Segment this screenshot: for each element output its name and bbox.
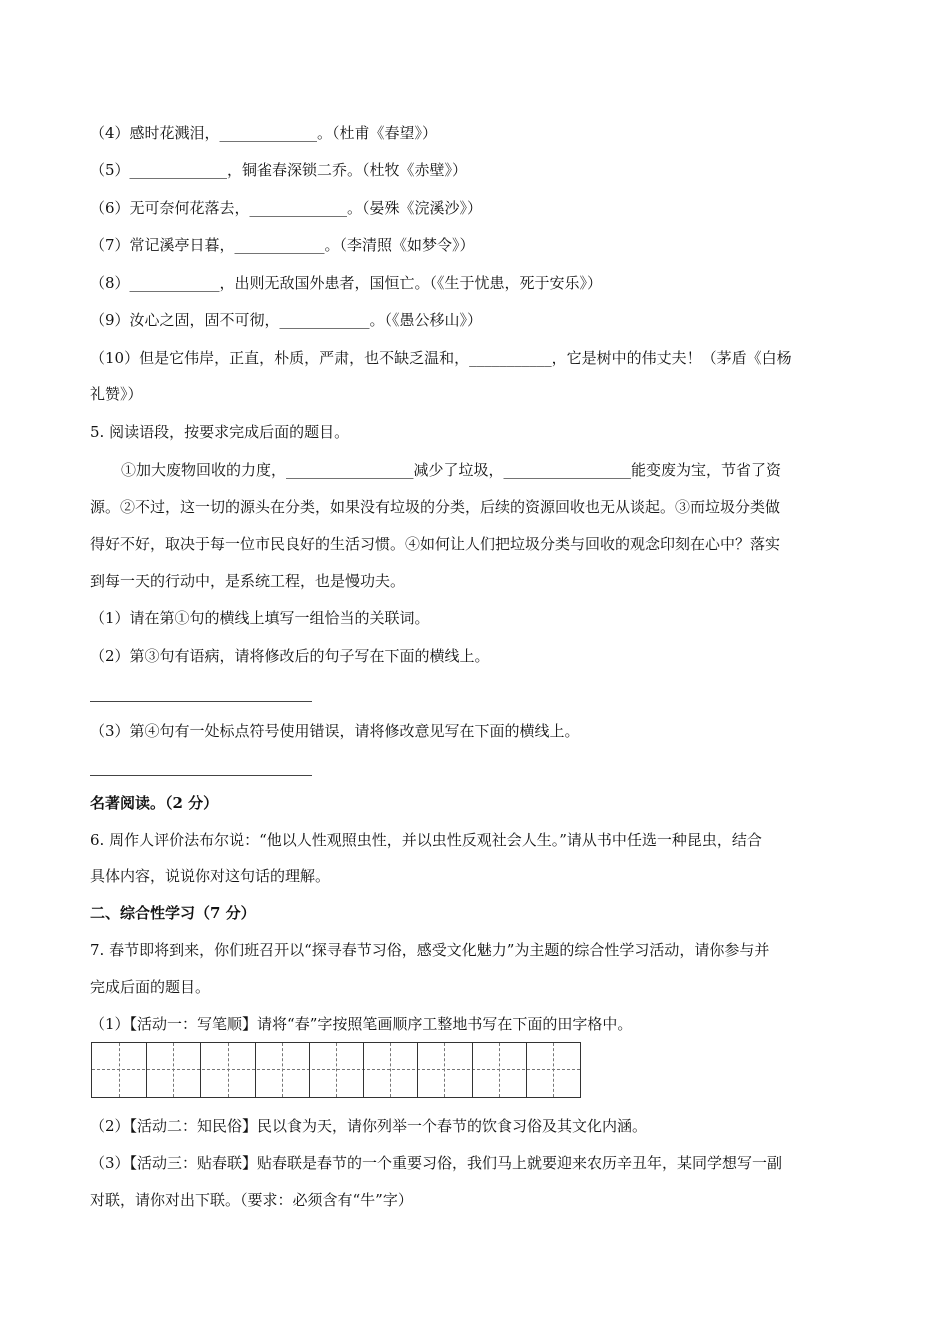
item-10-line1: （10）但是它伟岸，正直，朴质，严肃，也不缺乏温和，___________，它是树中的伟丈夫！（茅盾《白杨 bbox=[90, 349, 792, 367]
question-7-line1: 7. 春节即将到来，你们班召开以“探寻春节习俗，感受文化魅力”为主题的综合性学习活动，请你参与并 bbox=[90, 941, 770, 959]
tianzige-grid[interactable] bbox=[91, 1042, 581, 1098]
grid-box-divider bbox=[526, 1043, 554, 1097]
item-7: （7）常记溪亭日暮，____________。（李清照《如梦令》） bbox=[90, 236, 475, 254]
activity-3-line1: （3）【活动三：贴春联】贴春联是春节的一个重要习俗，我们马上就要迎来农历辛丑年，某同学想写一副 bbox=[90, 1154, 783, 1172]
grid-box-centerline bbox=[499, 1043, 527, 1097]
grid-box-centerline bbox=[553, 1043, 581, 1097]
passage-line-3: 得好不好，取决于每一位市民良好的生活习惯。④如何让人们把垃圾分类与回收的观念印刻在心中？落实 bbox=[90, 535, 781, 553]
question-5-heading: 5. 阅读语段，按要求完成后面的题目。 bbox=[90, 423, 350, 441]
item-9: （9）汝心之固，固不可彻，____________。（《愚公移山》） bbox=[90, 311, 483, 329]
sub-question-3: （3）第④句有一处标点符号使用错误，请将修改意见写在下面的横线上。 bbox=[90, 722, 580, 740]
answer-line[interactable] bbox=[90, 701, 312, 702]
passage-line-4: 到每一天的行动中，是系统工程，也是慢功夫。 bbox=[90, 572, 406, 590]
grid-box-centerline bbox=[336, 1043, 364, 1097]
grid-box-divider bbox=[146, 1043, 174, 1097]
grid-box-divider bbox=[255, 1043, 283, 1097]
activity-2: （2）【活动二：知民俗】民以食为天，请你列举一个春节的饮食习俗及其文化内涵。 bbox=[90, 1117, 648, 1135]
grid-box-divider bbox=[363, 1043, 391, 1097]
grid-box-centerline bbox=[282, 1043, 310, 1097]
item-8: （8）____________，出则无敌国外患者，国恒亡。（《生于忧患，死于安乐》） bbox=[90, 274, 603, 292]
passage-line-2: 源。②不过，这一切的源头在分类，如果没有垃圾的分类，后续的资源回收也无从谈起。③而垃圾分类做 bbox=[90, 498, 781, 516]
item-4: （4）感时花溅泪，_____________。（杜甫《春望》） bbox=[90, 124, 438, 142]
grid-box-centerline bbox=[173, 1043, 201, 1097]
grid-box-centerline bbox=[390, 1043, 418, 1097]
grid-box-centerline bbox=[444, 1043, 472, 1097]
grid-box-centerline bbox=[228, 1043, 256, 1097]
passage-line-1: ①加大废物回收的力度，_________________减少了垃圾，_________________能变废为宝，节省了资 bbox=[121, 461, 782, 479]
grid-box-divider bbox=[309, 1043, 337, 1097]
section-heading-two: 二、综合性学习（7 分） bbox=[90, 904, 256, 922]
question-6-line2: 具体内容，说说你对这句话的理解。 bbox=[90, 867, 331, 885]
question-7-line2: 完成后面的题目。 bbox=[90, 978, 211, 996]
item-5: （5）_____________，铜雀春深锁二乔。（杜牧《赤壁》） bbox=[90, 161, 468, 179]
sub-question-1: （1）请在第①句的横线上填写一组恰当的关联词。 bbox=[90, 609, 430, 627]
question-6-line1: 6. 周作人评价法布尔说：“他以人性观照虫性，并以虫性反观社会人生。”请从书中任选一种昆虫，结合 bbox=[90, 831, 762, 849]
grid-box-centerline bbox=[119, 1043, 147, 1097]
activity-3-line2: 对联，请你对出下联。（要求：必须含有“牛”字） bbox=[90, 1191, 413, 1209]
grid-box-divider bbox=[472, 1043, 500, 1097]
section-heading-classics: 名著阅读。（2 分） bbox=[90, 794, 219, 812]
item-6: （6）无可奈何花落去，_____________。（晏殊《浣溪沙》） bbox=[90, 199, 483, 217]
grid-box-divider bbox=[417, 1043, 445, 1097]
grid-box-divider bbox=[200, 1043, 228, 1097]
activity-1: （1）【活动一：写笔顺】请将“春”字按照笔画顺序工整地书写在下面的田字格中。 bbox=[90, 1015, 633, 1033]
sub-question-2: （2）第③句有语病，请将修改后的句子写在下面的横线上。 bbox=[90, 647, 490, 665]
item-10-line2: 礼赞》） bbox=[90, 385, 143, 403]
answer-line[interactable] bbox=[90, 775, 312, 776]
